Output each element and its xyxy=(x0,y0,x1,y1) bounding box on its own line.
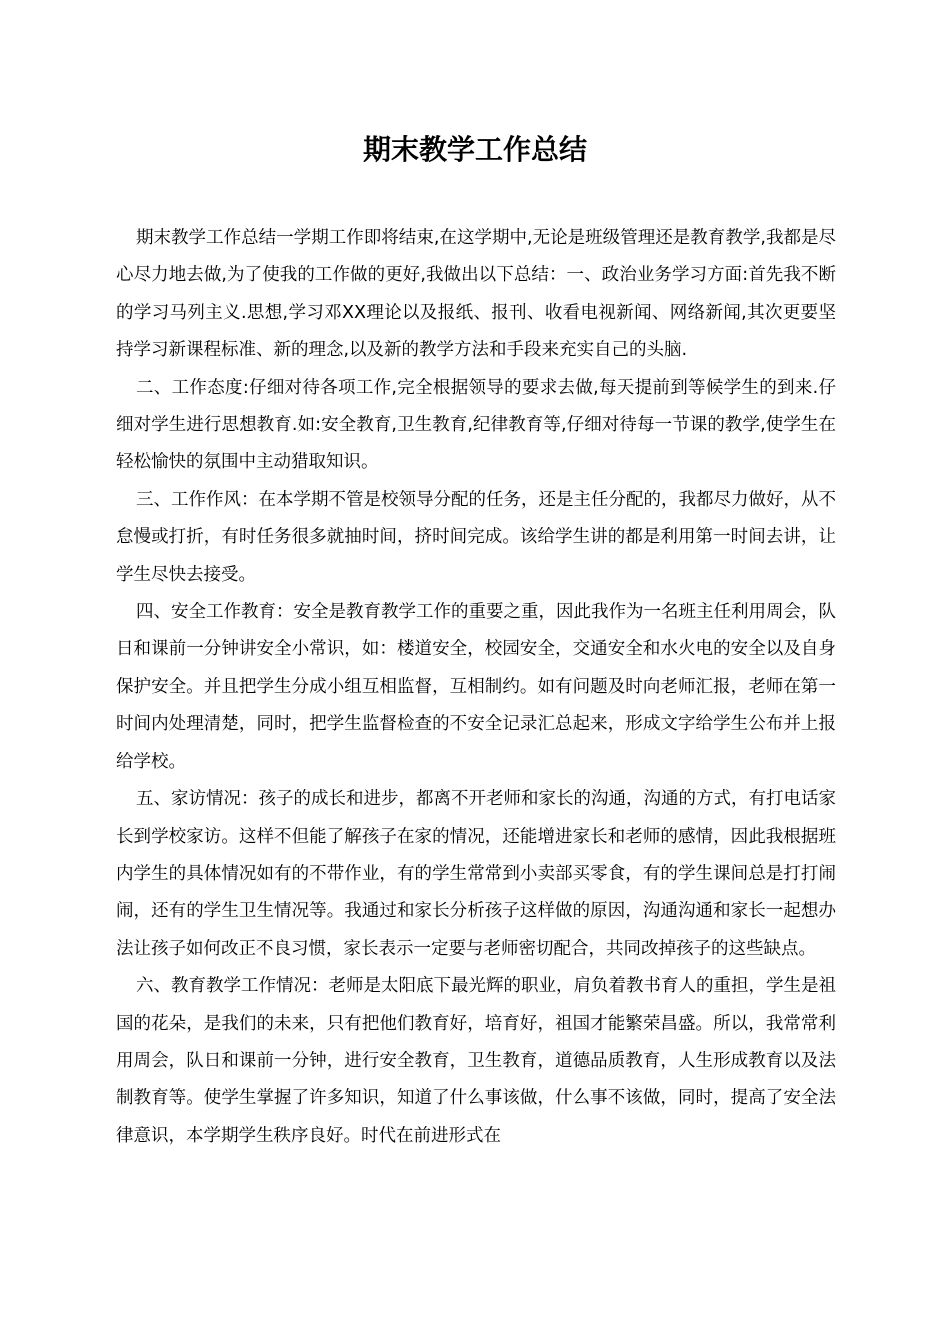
paragraph-work-attitude: 二、工作态度:仔细对待各项工作,完全根据领导的要求去做,每天提前到等候学生的到来.仔细对学生进行思想教育.如:安全教育,卫生教育,纪律教育等,仔细对待每一节课的教学,使学生在轻松愉快的氛围中主动猎取知识。 xyxy=(116,377,836,473)
paragraph-safety-education: 四、安全工作教育：安全是教育教学工作的重要之重，因此我作为一名班主任利用周会，队日和课前一分钟讲安全小常识，如：楼道安全，校园安全，交通安全和水火电的安全以及自身保护安全。并且把学生分成小组互相监督，互相制约。如有问题及时向老师汇报，老师在第一时间内处理清楚，同时，把学生监督检查的不安全记录汇总起来，形成文字给学生公布并上报给学校。 xyxy=(116,602,836,772)
paragraph-home-visits: 五、家访情况：孩子的成长和进步，都离不开老师和家长的沟通，沟通的方式，有打电话家长到学校家访。这样不但能了解孩子在家的情况，还能增进家长和老师的感情，因此我根据班内学生的具体情况如有的不带作业，有的学生常常到小卖部买零食，有的学生课间总是打打闹闹，还有的学生卫生情况等。我通过和家长分析孩子这样做的原因，沟通沟通和家长一起想办法让孩子如何改正不良习惯，家长表示一定要与老师密切配合，共同改掉孩子的这些缺点。 xyxy=(116,789,836,959)
paragraph-teaching-work: 六、教育教学工作情况：老师是太阳底下最光辉的职业，肩负着教书育人的重担，学生是祖国的花朵，是我们的未来，只有把他们教育好，培育好，祖国才能繁荣昌盛。所以，我常常利用周会，队日和课前一分钟，进行安全教育，卫生教育，道德品质教育，人生形成教育以及法制教育等。使学生掌握了许多知识，知道了什么事该做，什么事不该做，同时，提高了安全法律意识，本学期学生秩序良好。时代在前进形式在 xyxy=(116,976,836,1146)
document-title: 期末教学工作总结 xyxy=(362,133,587,166)
paragraph-intro: 期末教学工作总结一学期工作即将结束,在这学期中,无论是班级管理还是教育教学,我都是尽心尽力地去做,为了使我的工作做的更好,我做出以下总结：一、政治业务学习方面:首先我不断的学习马列主义.思想,学习邓XX理论以及报纸、报刊、收看电视新闻、网络新闻,其次更要坚持学习新课程标准、新的理念,以及新的教学方法和手段来充实自己的头脑. xyxy=(116,228,836,361)
document-body xyxy=(116,220,836,1155)
paragraph-work-style: 三、工作作风：在本学期不管是校领导分配的任务，还是主任分配的，我都尽力做好，从不怠慢或打折，有时任务很多就抽时间，挤时间完成。该给学生讲的都是利用第一时间去讲，让学生尽快去接受。 xyxy=(116,489,836,585)
